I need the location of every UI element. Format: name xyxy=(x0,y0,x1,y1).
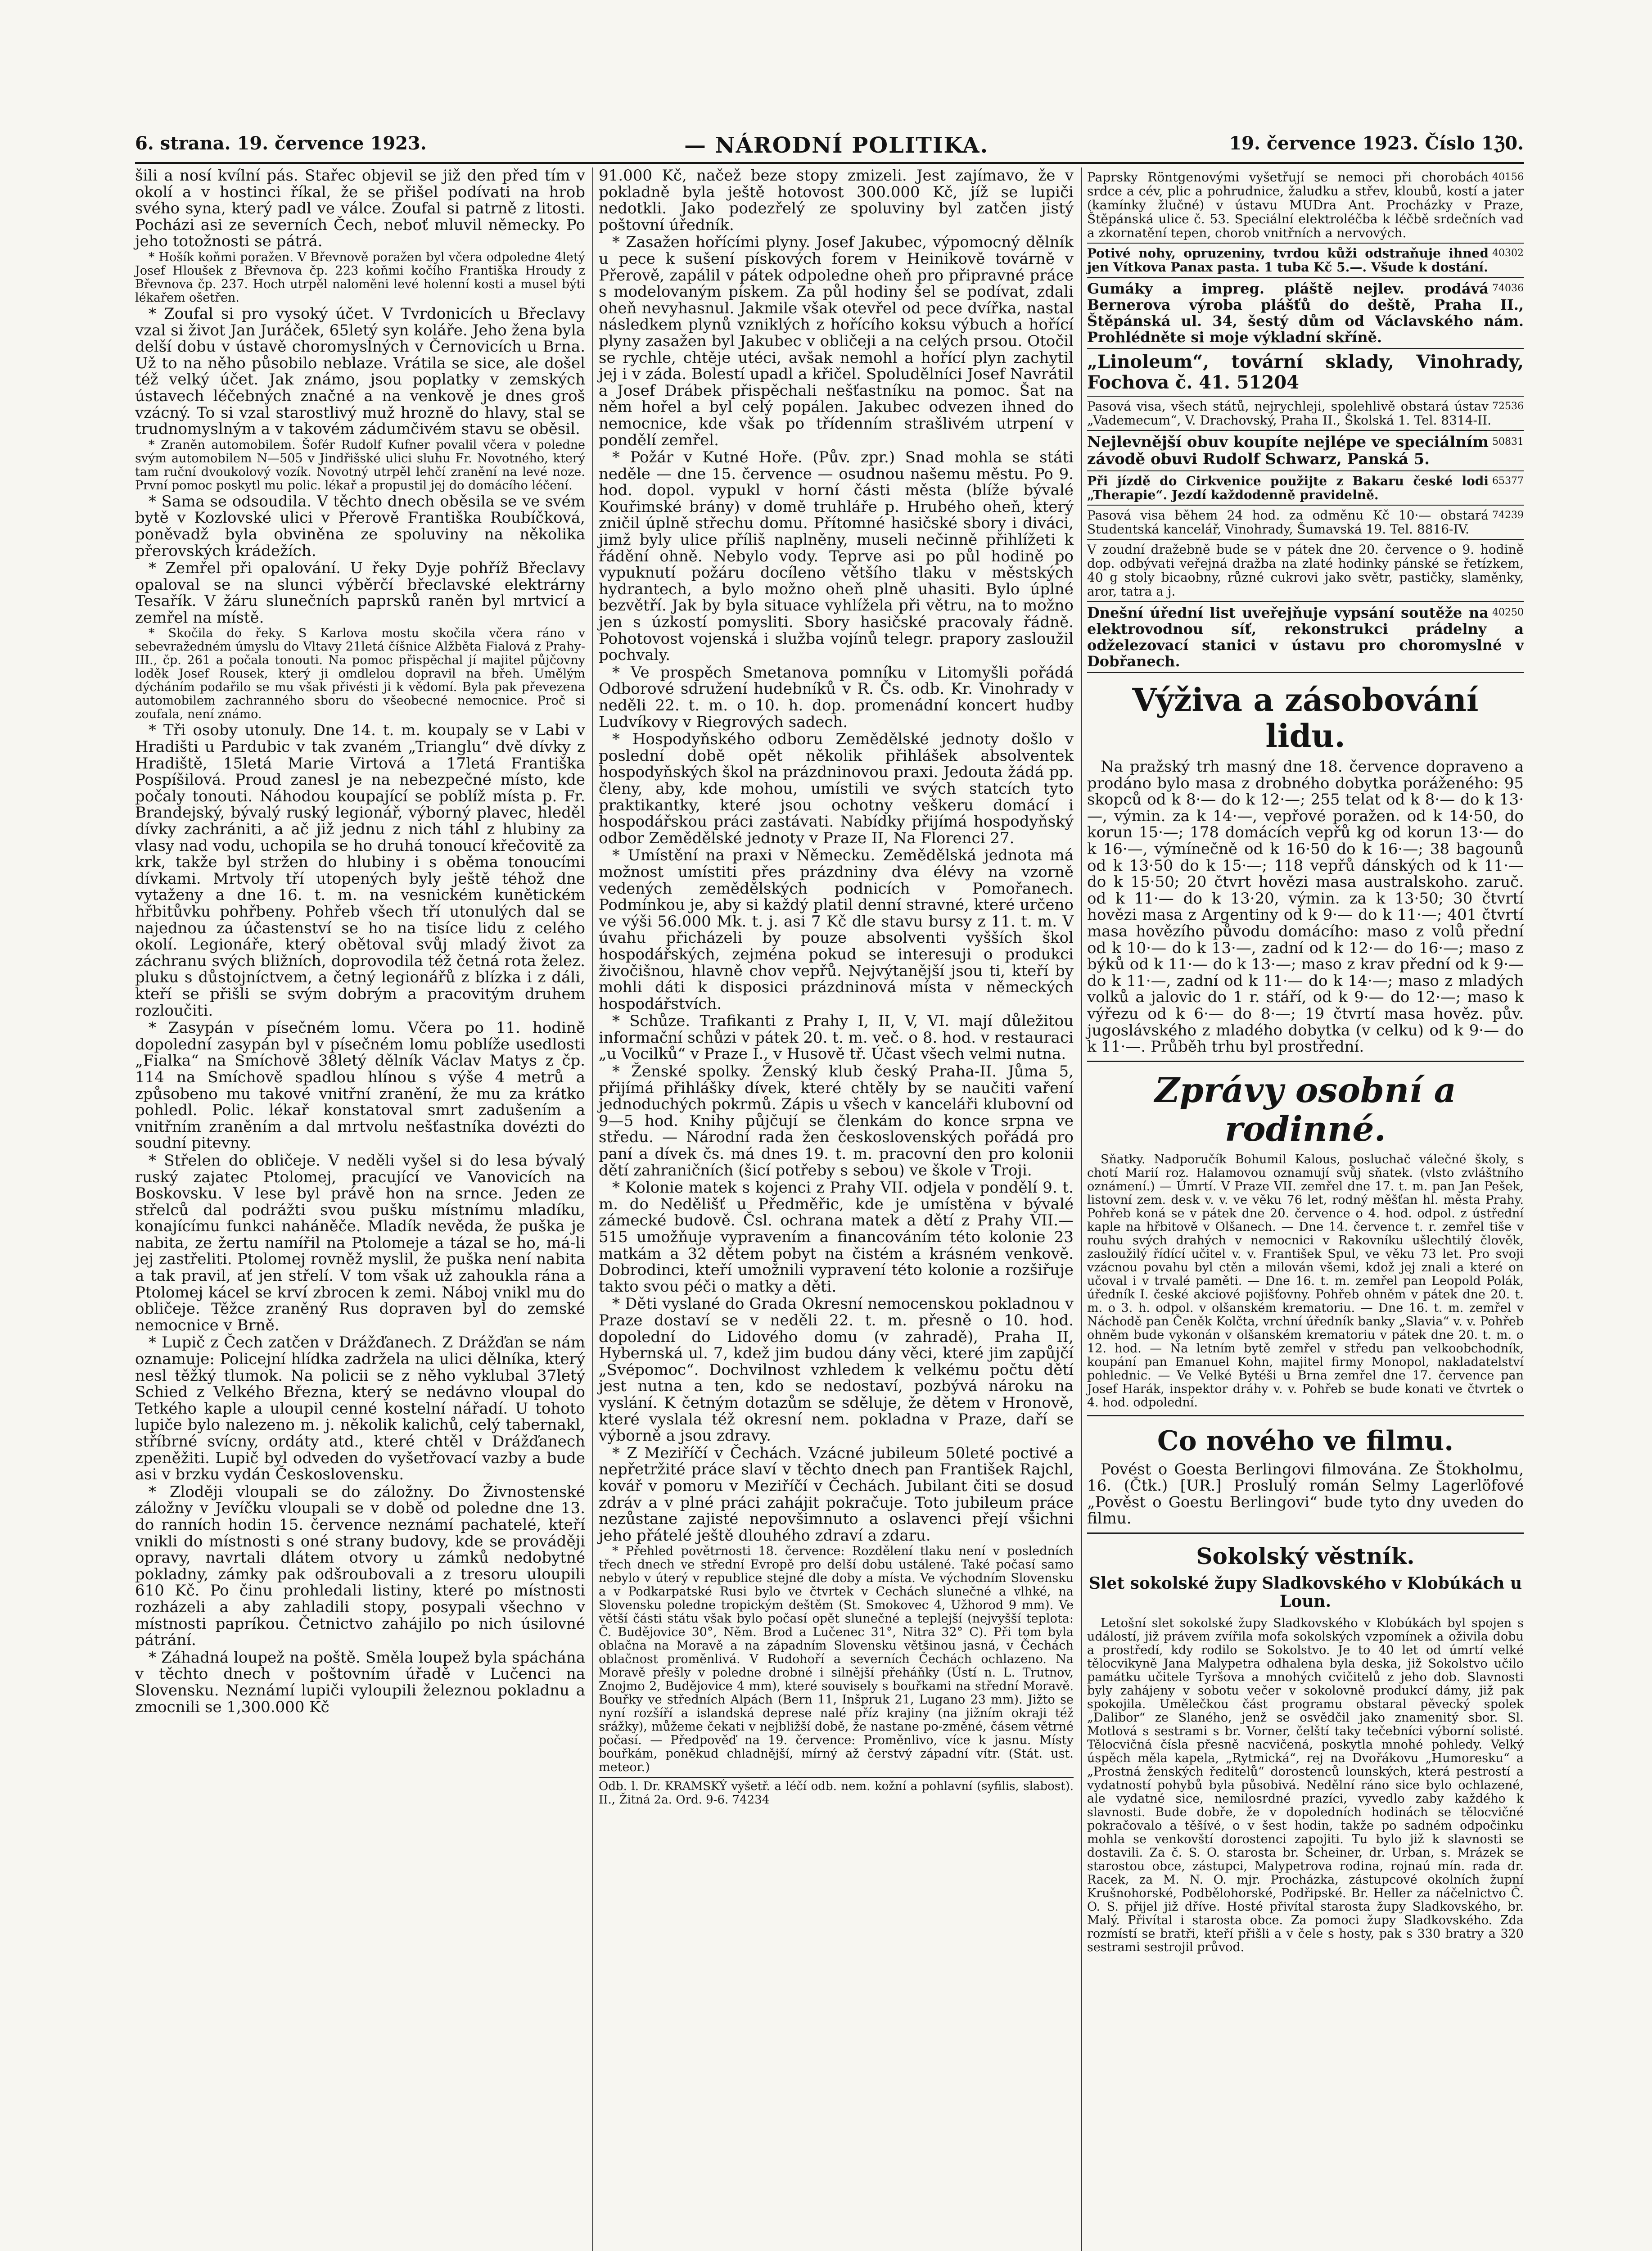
advertisement xyxy=(1087,397,1524,431)
ad-number: 40302 xyxy=(1492,248,1524,259)
header-rule xyxy=(135,162,1524,164)
news-item: * Střelen do obličeje. V neděli vyšel si do lesa bývalý ruský zajatec Ptolomej, pracující ve Vanovicích na Boskovsku. V lese byl právě hon na srnce. Jeden ze střelců dal podrážti svou pušku místnímu mladíku, konajícímu funkci naháněče. Mladík nevěda, že puška je nabita, ze žertu namířil na Ptolomeje a tázal se ho, má-li jej zastřeliti. Ptolomej rovněž myslil, že puška není nabita a tak pravil, ať jen střelí. V tom však už zahoukla rána a Ptolomej kácel se krví zbrocen k zemi. Náboj vnikl mu do obličeje. Těžce zraněný Rus dopraven byl do zemské nemocnice v Brně. xyxy=(135,1151,585,1334)
ad-text: „Linoleum“, tovární sklady, Vinohrady, Fochova č. 41. 51204 xyxy=(1087,351,1524,393)
advertisement xyxy=(1087,349,1524,397)
news-item: * Zasypán v písečném lomu. Včera po 11. hodině dopolední zasypán byl v písečném lomu poblíže usedlosti „Fialka“ na Smíchově 38letý dělník Václav Matys z čp. 114 na Smíchově spadlou hlínou s výše 4 metrů a způsobeno mu takové vnitřní zranění, že mu za krátko pohledl. Polic. lékař konstatoval smrt zadušením a vnitřním zraněním a dal mrtvolu nešťastníka dovézti do soudní pitevny. xyxy=(135,1019,585,1153)
column-2 xyxy=(599,167,1074,2251)
news-item: * Hospodyňského odboru Zemědělské jednoty došlo v poslední době opět několik přihlášek absolventek hospodyňských škol na prázdninovou praxi. Jedouta žádá pp. členy, aby, kde mohou, umístili ve svých statcích tyto praktikantky, které jsou ochotny veškeru domácí i hospodářskou práci zastávati. Nabídky přijímá hospodyňský odbor Zemědělské jednoty v Praze II, Na Florenci 27. xyxy=(599,730,1074,847)
news-item: * Požár v Kutné Hoře. (Pův. zpr.) Snad mohla se státi neděle — dne 15. července — osudnou našemu městu. Po 9. hod. dopol. vypukl v horní části města (blíže bývalé Kouřimské brány) v domě truhláře p. Hrubého oheň, který zničil úplně střechu domu. Přítomné hasičské sbory i diváci, jimž byly ulice příliš naplněny, museli nečinně přihlížeti k řádění ohně. Nebylo vody. Teprve asi po půl hodině po vypuknutí požáru docíleno většího tlaku v městských hydrantech, a bylo možno oheň plně uhasiti. Bylo úplné bezvětří. Jak by byla situace vyhlížela při větru, na to možno jen s úzkostí pomysliti. Sbory hasičské pracovaly řádně. Pohotovost vojenská i služba vojínů telegr. prapory zasloužil pochvaly. xyxy=(599,448,1074,664)
ad-text: Pasová visa, všech států, nejrychleji, spolehlivě obstará ústav „Vademecum“, V. Drachovský, Praha II., Školská 1. Tel. 8314-II. xyxy=(1087,399,1492,428)
news-item: * Zraněn automobilem. Šofér Rudolf Kufner povalil včera v poledne svým automobilem N—505 v Jindřišské ulici sluhu Fr. Novotného, který tam ruční dvoukolový vozík. Novotný utrpěl lehčí zranění na levé noze. První pomoc poskytl mu polic. lékař a propustil jej do domácího léčení. xyxy=(135,438,585,493)
article-headline: Slet sokolské župy Sladkovského v Klobúkách u Loun. xyxy=(1088,1574,1522,1611)
news-item: * Umístění na praxi v Německu. Zemědělská jednota má možnost umístiti přes prázdniny dva élévy na vzorně vedených zemědělských podnicích v Pomořanech. Podmínkou je, aby si každý platil denní stravné, které určeno ve výši 56.000 Mk. t. j. asi 7 Kč dle stavu bursy z 11. t. m. V úvahu přicházeli by pouze absolventi vyšších škol hospodářských, zejména pokud se interesuji o produkci živočišnou, hlavně chov vepřů. Nejvýtanější jsou ti, kteří by mohli dáti k disposici prázdninová místa v německých hospodářstvích. xyxy=(599,846,1074,1013)
news-item: * Zloději vloupali se do záložny. Do Živnostenské záložny v Jevíčku vloupali se v době od poledne dne 13. do ranních hodin 15. července neznámí pachatelé, kteří vnikli do místnosti s oné strany budovy, kde se prováději opravy, navrtali dlátem otvory u zámků nedobytné pokladny, zámky pak odšroubovali a z tresoru uloupili 610 Kč. Po činu prohledali listiny, které po místnosti rozházeli a aby zahladili stopy, posypali všechno v místnosti papríkou. Četnictvo zahájilo po nich úsilovné pátrání. xyxy=(135,1483,585,1650)
ad-number: 72536 xyxy=(1492,401,1524,412)
article-continuation: 91.000 Kč, načež beze stopy zmizeli. Jest zajímavo, že v pokladně byla ještě hotovost 300.000 Kč, jíž se lupiči nedotkli. Jako podezřelý ze spoluviny byl zatčen jistý poštovní úředník. xyxy=(599,167,1074,234)
ad-text: Gumáky a impreg. pláště nejlev. prodává Bernerova výroba plášťů do deště, Praha II., Štěpánská ul. 34, šestý dům od Václavského nám. Prohlédněte si moje výkladní skříně. xyxy=(1087,280,1524,346)
section-heading: Co nového ve filmu. xyxy=(1157,1425,1454,1457)
news-item: * Zasažen hořícími plyny. Josef Jakubec, výpomocný dělník u pece k sušení pískových forem v Heinikově továrně v Přerově, zapálil v pátek odpoledne oheň pro připravné práce s modelovaným pískem. Za půl hodiny šel se podívat, zdali oheň nevyhasnul. Jakmile však otevřel od pece dvířka, nastal následkem plynů vzniklých z hořícího koksu výbuch a hořící plyny zasažen byl Jakubec v obličeji a na celých prsou. Otočil se rychle, chtěje utéci, avšak nemohl a hořící plyn zachytil jej i v záda. Bolestí upadl a křičel. Spoludělníci Josef Navrátil a Josef Drábek přispěchali nešťastníku na pomoc. Šat na něm hořel a byl celý popálen. Jakubec odvezen ihned do nemocnice, kde však po třídenním strašlivém utrpení v pondělí zemřel. xyxy=(599,233,1074,449)
ad-text: Nejlevnější obuv koupíte nejlépe ve speciálním závodě obuvi Rudolf Schwarz, Panská 5. xyxy=(1087,433,1489,468)
ad-number: 65377 xyxy=(1492,475,1524,487)
news-item: * Schůze. Trafikanti z Prahy I, II, V, VI. mají důležitou informační schůzi v pátek 20. t. m. več. o 8. hod. v restauraci „u Vocilků“ v Praze I., v Husově tř. Účast všech velmi nutna. xyxy=(599,1012,1074,1063)
page-info-left: 6. strana. 19. července 1923. xyxy=(135,133,427,154)
news-item: * Zemřel při opalování. U řeky Dyje pohříž Břeclavy opaloval se na slunci výběrčí břeclavské elektrárny Tesařík. V žáru slunečních paprsků raněn byl mrtvicí a zemřel na místě. xyxy=(135,559,585,627)
newspaper-title: — NÁRODNÍ POLITIKA. xyxy=(684,133,989,158)
divider xyxy=(1087,1532,1524,1534)
news-item: * Lupič z Čech zatčen v Drážďanech. Z Drážďan se nám oznamuje: Policejní hlídka zadržela na ulici dělníka, který nesl těžký tlumok. Na policii se z něho vyklubal 37letý Schied z Velkého Března, který se nedávno vloupal do Tetkého kaple a uloupil cenné kostelní nářadí. U tohoto lupiče bylo nalezeno m. j. několik kalichů, celý tabernakl, stříbrné svícny, ordáty atd., které chtěl v Drážďanech zpeněžiti. Lupič byl odveden do vyšetřovací vazby a bude asi v brzku vydán Československu. xyxy=(135,1333,585,1484)
ad-text: Potivé nohy, opruzeniny, tvrdou kůži odstraňuje ihned jen Vítkova Panax pasta. 1 tuba Kč 5.—. Všude k dostání. xyxy=(1087,246,1489,275)
sokol-article: Letošní slet sokolské župy Sladkovského v Klobúkách byl spojen s událostí, již právem zvířila mofa sokolských vzpomínek a oživila dobu a prostředí, kdy rodilo se Sokolstvo. Je to 40 let od úmrtí velké tělocvikyně Jana Malypetra odhalena byla deska, již Sokolstvo učilo památku učitele Tyršova a mnohých cvičitelů z jeho dob. Slavnosti byly zahájeny v sobotu večer v sokolovně produkcí dámy, již pak spokojila. Umělečkou část programu obstaral pěvecký spolek „Dalibor“ ze Slaného, jenž se osvědčil jako znamenitý sbor. Sl. Motlová s sestrami s br. Vorner, čelští taky tečebníci výborní solisté. Tělocvičná čísla přesně nacvičená, poskytla mnohé pohledy. Velký úspěch měla kapela, „Rytmická“, rej na Dvořákovu „Humoresku“ a „Prostná ženských ředitelů“ dorostenců lounských, která pestrostí a vydatností pohybů byla působivá. Nedělní ráno sice bylo ochlazené, ale vydatné sice, nemilosrdné prazíci, vyvedlo zaby každého k slavnosti. Bude dobře, že v dopoledních hodinách se tělocvičné pokračovalo a těšívé, o v šest hodin, takže po sadném odpočinku mohla se venkovští dorostenci zapojiti. Tu bylo již k slavnosti se dostavili. Za č. S. O. starosta br. Scheiner, dr. Urban, s. Mrázek se starostou obce, zástupci, Malypetrova rodina, rojnaú mín. rada dr. Racek, za M. N. O. mjr. Procházka, zástupcové okolních župní Krušnohorské, Podbělohorské, Podřipské. Br. Heller za náčelnictvo Č. O. S. přijel již dříve. Hosté přivítal starosta župy Sladkovského, br. Malý. Přivítal i starosta obce. Za pomoci župy Sladkovského. Zda rozmístí se bratři, kteří přišli a v čele s hosty, pak s 330 bratry a 320 sestrami sestrojil průvod. xyxy=(1087,1616,1524,1955)
advertisement xyxy=(1087,244,1524,278)
market-report: Na pražský trh masný dne 18. července dopraveno a prodáno bylo masa z drobného dobytka poráženého: 95 skopců od k 8·— do k 12·—; 255 telat od k 8·— do k 13·—, výmin. za k 14·—, vepřové poražen. od k 14·50, do korun 15·—; 178 domácích vepřů kg od korun 13·— do k 16·—, výmínečně od k 16·50 do k 16·—; 38 bagounů od k 13·50 do k 15·—; 118 vepřů dánských od k 11·— do k 15·50; 20 čtvrt hovězi masa australskoho. zaruč. od k 11·— do k 13·20, výmin. za k 13·50; 30 čtvrtí hovězi masa z Argentiny od k 9·— do k 11·—; 401 čtvrtí masa hovězího původu domácího: maso z volů přední od k 10·— do k 13·—, zadní od k 12·— do 16·—; maso z býků od k 11·— do k 13·—; maso z krav přední od k 9·— do k 11·—, zadní od k 11·— do k 14·—; maso z mladých volků a jalovic do 1 r. stáří, od k 9·— do 12·—; maso k výřezu od k 6·— do 8·—; 19 čtvrtí masa hověz. pův. jugoslávského z mladého dobytka (v celku) od k 9·— do k 11·—. Průběh trhu byl prostřední. xyxy=(1087,758,1524,1056)
ad-number: 50831 xyxy=(1492,436,1524,447)
news-item: * Skočila do řeky. S Karlova mostu skočila včera ráno v sebevražedném úmyslu do Vltavy 21letá číšnice Alžběta Fialová z Prahy-III., čp. 261 a počala tonouti. Na pomoc přispěchal jí majitel půjčovny loděk Josef Rousek, který ji omdlelou dopravil na břeh. Umělým dýcháním podařilo se mu však přivésti ji k vědomí. Byla pak převezena automobilem zachranného sboru do všeobecné nemocnice. Proč si zoufala, není známo. xyxy=(135,626,585,722)
section-heading: Zprávy osobní a rodinné. xyxy=(1155,1070,1456,1149)
film-news: Povést o Goesta Berlingovi filmována. Ze Štokholmu, 16. (Čtk.) [UR.] Proslulý román Selmy Lagerlöfové „Pověst o Goestu Berlingovi“ bude tyto dny uveden do filmu. xyxy=(1087,1460,1524,1528)
news-item: * Sama se odsoudila. V těchto dnech oběsila se ve svém bytě v Kozlovské ulici v Přerově Františka Roubíčková, poněvadž byla obviněna ze spoluviny na několika přerovských krádežích. xyxy=(135,492,585,560)
advertisement xyxy=(1087,506,1524,540)
advertisement xyxy=(1087,278,1524,349)
masthead xyxy=(135,133,1524,160)
ad-number: 74036 xyxy=(1492,283,1524,294)
column-1 xyxy=(135,167,585,2251)
news-item: * Ženské spolky. Ženský klub český Praha-II. Jůma 5, přijímá přihlášky dívek, které chtěly by se naučiti vaření jednoduchých pokrmů. Zápis u všech v kanceláři klubovní od 9—5 hod. Knihy půjčují se členkám do konce srpna ve středu. — Národní rada žen československých pořádá pro paní a dívek čs. má dnes 19. t. m. pracovní den pro kolonii dětí zahraničních (šicí potřeby s sebou) ve škole v Troji. xyxy=(599,1062,1074,1180)
news-item: * Kolonie matek s kojenci z Prahy VII. odjela v pondělí 9. t. m. do Nedělišť u Předměřic, kde je umístěna v bývalé zámecké budově. Čsl. ochrana matek a dětí z Prahy VII.—515 umožňuje vypravením a financováním této kolonie 23 matkám a 32 dětem pobyt na čistém a krásném venkově. Dobrodinci, kteří umožnili vypravení této kolonie a rozšiřuje takto svou péči o matky a děti. xyxy=(599,1179,1074,1296)
news-item: * Zoufal si pro vysoký účet. V Tvrdonicích u Břeclavy vzal si život Jan Juráček, 65letý syn koláře. Jeho žena byla delší dobu v ústavě choromyslných v Černovicích u Brna. Už to na něho působilo neblaze. Vrátila se sice, ale došel též velký účet. Jak známo, jsou poplatky v zemských ústavech léčebných značné a na venkově je dnes groš vzácný. To si vzal starostlivý muž hrozně do hlavy, stal se trudnomyslným a v takovém zádumčivém stavu se oběsil. xyxy=(135,304,585,438)
article-continuation: šili a nosí kvílní pás. Stařec objevil se již den před tím v okolí a v hostinci říkal, že se přišel podívati na hrob svého syna, který padl ve válce. Zoufal si patrně z litosti. Pocházi asi ze severních Čech, neboť mluvil německy. Po jeho totožnosti se pátrá. xyxy=(135,167,585,251)
page-info-right: 19. července 1923. Číslo 1ℨ0. xyxy=(1229,133,1524,154)
news-item: * Hošík koňmi poražen. V Břevnově poražen byl včera odpoledne 4letý Josef Hloušek z Břevnova čp. 223 koňmi kočího Františka Hroudy z Břevnova čp. 237. Hoch utrpěl naloměni levé holenní kosti a musel býti lékařem ošetřen. xyxy=(135,250,585,305)
advertisement xyxy=(1087,431,1524,471)
news-item: * Děti vyslané do Grada Okresní nemocenskou pokladnou v Praze dostaví se v neděli 22. t. m. přesně o 10. hod. dopolední do Lidového domu (v zahradě), Praha II, Hybernská ul. 7, kdež jim budou dány věci, které jim zapůjčí „Svépomoc“. Dochvilnost vzhledem k velkému počtu dětí jest nutna a ten, kdo se nedostaví, pozbývá nároku na vyslání. K četným dotazům se sděluje, že dětem v Hronově, které vyslala též okresní nem. pokladna v Praze, daří se výborně a jsou zdravy. xyxy=(599,1295,1074,1445)
divider xyxy=(1087,1415,1524,1416)
section-heading: Výživa a zásobování lidu. xyxy=(1132,681,1479,755)
divider xyxy=(1087,1061,1524,1062)
ad-number: 40250 xyxy=(1492,607,1524,618)
doctor-advertisement: Odb. l. Dr. KRAMSKÝ vyšetř. a léčí odb. nem. kožní a pohlavní (syfilis, slabost). II., Žitná 2a. Ord. 9-6. 74234 xyxy=(599,1777,1074,1807)
column-divider xyxy=(592,167,593,2251)
news-item: * Ve prospěch Smetanova pomníku v Litomyšli pořádá Odborové sdružení hudebníků v R. Čs. odb. Kr. Vinohrady v neděli 22. t. m. o 10. h. dop. promenádní koncert hudby Ludvíkovy v Riegrových sadech. xyxy=(599,663,1074,731)
advertisement xyxy=(1087,471,1524,506)
advertisement xyxy=(1087,602,1524,673)
advertisement xyxy=(1087,540,1524,602)
ad-number: 74239 xyxy=(1492,510,1524,521)
column-divider xyxy=(1081,167,1082,2251)
ad-text: Dnešní úřední list uveřejňuje vypsání soutěže na elektrovodnou síť, rekonstrukci prádelny a odželezovací stanici v ústavu pro choromyslné v Dobřanech. xyxy=(1087,604,1524,670)
ad-text: Pasová visa během 24 hod. za odměnu Kč 10·— obstará Studentská kancelář, Vinohrady, Šumavská 19. Tel. 8816-IV. xyxy=(1087,508,1489,537)
news-item: * Záhadná loupež na poště. Směla loupež byla spáchána v těchto dnech v poštovním úřadě v Lučenci na Slovensku. Neznámí lupiči vyloupili železnou pokladnu a zmocnili se 1,300.000 Kč xyxy=(135,1648,585,1716)
ad-number: 40156 xyxy=(1492,172,1524,183)
personal-news: Sňatky. Nadporučík Bohumil Kalous, posluchač válečné školy, s chotí Marií roz. Halamovou oznamují svůj sňatek. (vlsto zvláštního oznámení.) — Úmrtí. V Praze VII. zemřel dne 17. t. m. pan Jan Pešek, listovní zem. desk v. v. ve věku 76 let, rodný měšťan hl. města Prahy. Pohřeb koná se v pátek dne 20. července o 4. hod. odpol. z ústřední kaple na hřbitově v Olšanech. — Dne 14. července t. r. zemřel tiše v rouhu svých drahých v nemocnici v Rakovníku ušlechtilý člověk, zasloužilý řídící učitel v. v. František Spul, ve věku 73 let. Pro svoji vzácnou povahu byl ctěn a milován všemi, kdož jej znali a které on učoval i v trvalé paměti. — Dne 16. t. m. zemřel pan Leopold Polák, úředník I. české akciové pojišťovny. Pohřeb ohněm v pátek dne 20. t. m. o 3. h. odpol. v olšanském krematoriu. — Dne 16. t. m. zemřel v Náchodě pan Čeněk Kolčta, vrchní úředník banky „Slavia“ v. v. Pohřeb ohněm bude vykonán v olšanském krematoriu v pátek dne 20. t. m. o 12. hod. — Na letním bytě zemřel v středu pan velkoobchodník, koupání pan Emanuel Kohn, majitel firmy Monopol, nakladatelství pohlednic. — Ve Velké Bytéši u Brna zemřel dne 17. července pan Josef Harák, inspektor dráhy v. v. Pohřeb se bude konati ve čtvrtek o 4. hod. odpolední. xyxy=(1087,1152,1524,1410)
section-heading: Sokolský věstník. xyxy=(1196,1543,1415,1570)
news-item: * Tři osoby utonuly. Dne 14. t. m. koupaly se v Labi v Hradišti u Pardubic v tak zvaném „Trianglu“ dvě dívky z Hradiště, 15letá Marie Virtová a 17letá Františka Pospíšilová. Proud zanesl je na nebezpečné místo, kde počaly tonouti. Náhodou koupající se poblíž místa p. Fr. Brandejský, bývalý ruský legionář, výborný plavec, hleděl dívky zachrániti, a ač již jednu z nich táhl z hlubiny za vlasy nad vodu, uchopila se ho druhá tonoucí křečovitě za krk, takže byl stržen do hlubiny i s oběma tonoucími dívkami. Mrtvoly tří utopených byly ještě téhož dne vytaženy a dne 16. t. m. na vesnickém kunětickém hřbitůvku pohřbeny. Pohřeb všech tří utonulých dal se najednou za účastenství se ho na tisíce lidu z celého okolí. Legionáře, který obětoval svůj mladý život za záchranu svých bližních, doprovodila též četná rota želez. pluku s důstojníctvem, a četný legionářů z blízka i z dáli, kteří se přišli se svým dobrým a pracovitým druhem rozloučiti. xyxy=(135,721,585,1020)
advertisement xyxy=(1087,167,1524,244)
news-item: * Z Meziříčí v Čechách. Vzácné jubileum 50leté poctivé a nepřetržité práce slaví v těchto dnech pan František Rajchl, kovář v pomoru v Meziříčí v Čechách. Jubilant čiti se dosud zdráv a v plné práci zahájit pokračuje. Toto jubileum práce nezůstane zajisté nepovšimnuto a oslavenci přejí všichni jeho přátelé ještě dlouhého zdraví a zdaru. xyxy=(599,1444,1074,1545)
column-3 xyxy=(1087,167,1524,2251)
ad-text: V zoudní dražebně bude se v pátek dne 20. července o 9. hodině dop. odbývati veřejná dražba na zlaté hodinky pánské se řetízkem, 40 g stoly bicaobny, různé cukrovi jako světr, pastičky, slaměnky, aror, tatra a j. xyxy=(1087,542,1524,599)
ad-text: Při jízdě do Cirkvenice použijte z Bakaru české lodi „Therapie“. Jezdí každodenně pravidelně. xyxy=(1087,474,1489,502)
weather-report: * Přehled povětrnosti 18. července: Rozdělení tlaku není v posledních třech dnech ve střední Evropě pro delší dobu ustálené. Také počasí samo nebylo v úterý v republice stejné dle doby a místa. Ve východním Slovensku a v Podkarpatské Rusi bylo ve čtvrtek v Cechách slunečné a vlhké, na Slovensku poledne tropickým deštěm (St. Smokovec 4, Užhorod 9 mm). Ve větší části státu však bylo počasí opět slunečné a teplejší (nejvyšší teplota: Č. Budějovice 30°, Něm. Brod a Lučenec 31°, Nitra 32° C). Při tom byla oblačna na Moravě a na západním Slovensku většinou jasná, v Čechách oblačnost proměnlivá. V Rudohoří a severních Čechách ochlazeno. Na Moravě přešly v poledne drobné i silnější přeháňky (Ústí n. L. Trutnov, Znojmo 2, Budějovice 4 mm), které souvisely s bouřkami na střední Moravě. Bouřky ve středních Alpách (Bern 11, Inšpruk 21, Lugano 23 mm). Jižto se nyní rozšíří a islandská deprese nalé příz krajiny (na jižním okraji též srážky), můžeme čekati v nejbližší době, že nastane po-změné, čásem větrné počasí. — Předpověď na 19. července: Proměnlivo, více k jasnu. Místy bouřkám, poněkud chladnější, mírný až čerstvý západní vítr. (Stát. ust. meteor.) xyxy=(599,1544,1074,1775)
ad-text: Paprsky Röntgenovými vyšetřují se nemoci při chorobách srdce a cév, plic a pohrudnice, žaludku a střev, kloubů, kostí a jater (kamínky žlučné) v ústavu MUDra Ant. Procházky v Praze, Štěpánská ulice č. 53. Speciální elektroléčba k léčbě srdečních vad a zkornatění tepen, chorob vnitřních a nervových. xyxy=(1087,170,1524,240)
